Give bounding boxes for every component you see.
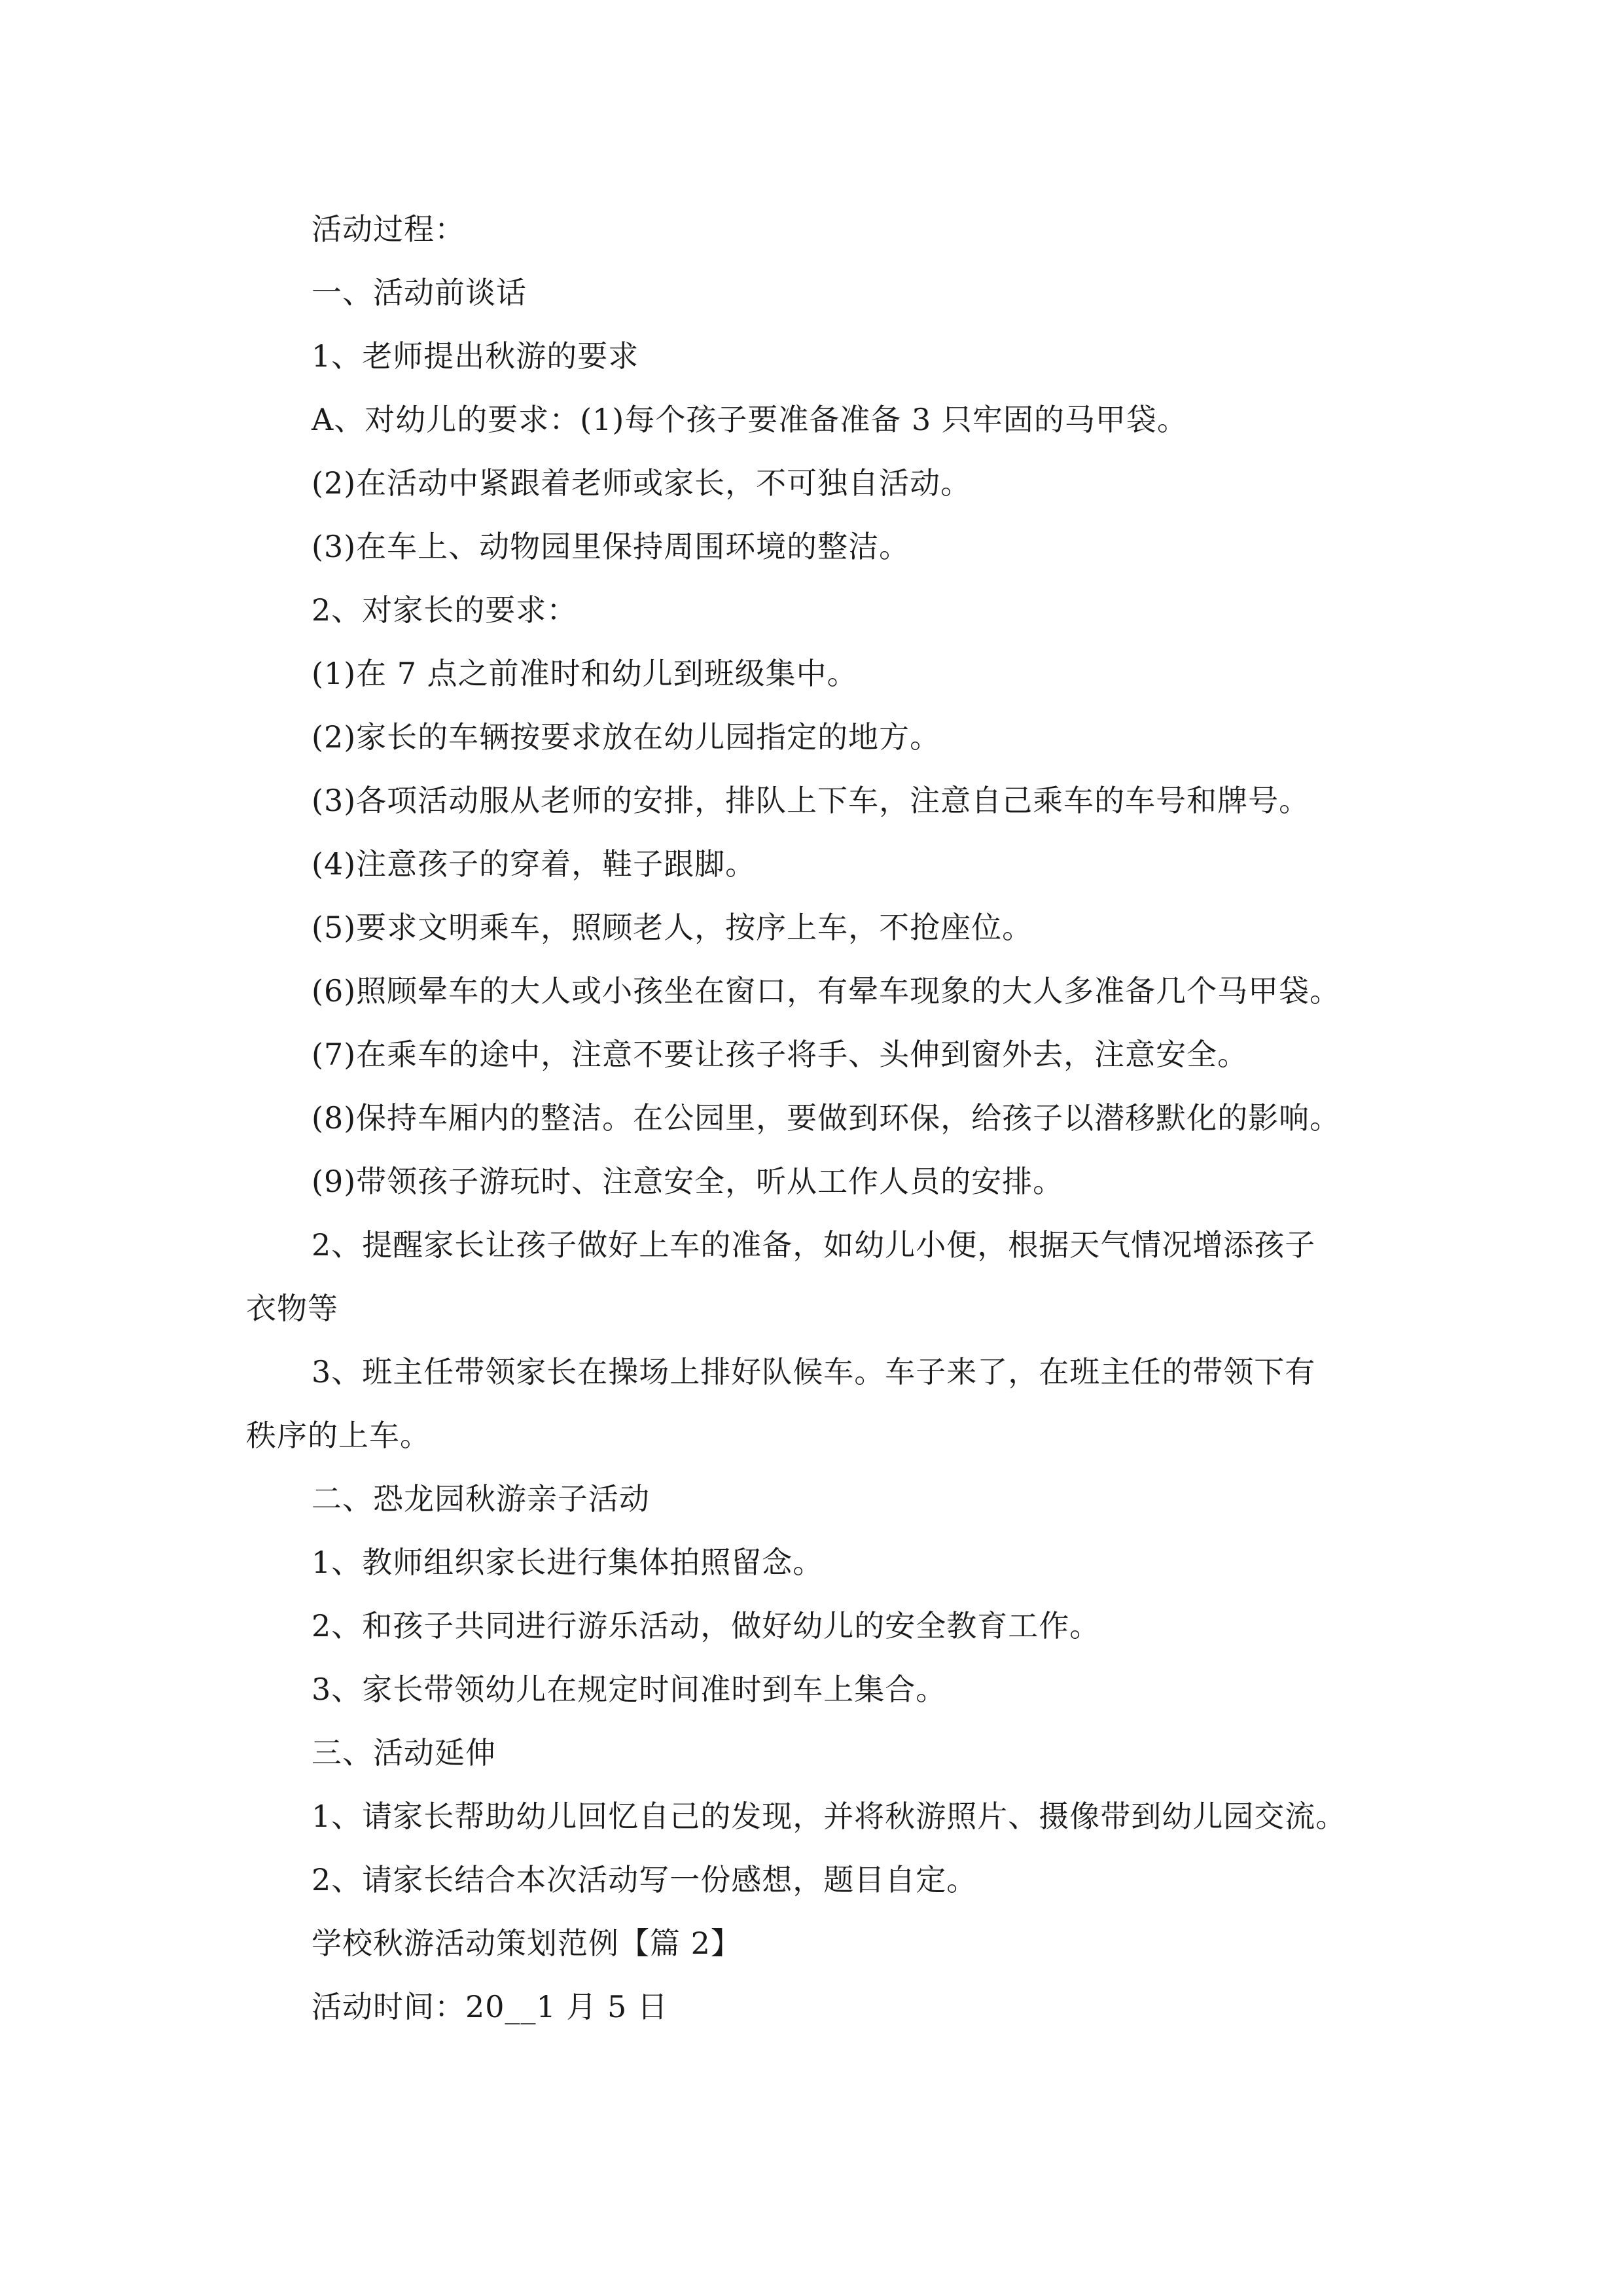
paragraph-line: (6)照顾晕车的大人或小孩坐在窗口，有晕车现象的大人多准备几个马甲袋。 (312, 973, 1341, 1009)
paragraph-line: (3)在车上、动物园里保持周围环境的整洁。 (312, 529, 910, 564)
activity-time-line: 活动时间：20__1 月 5 日 (312, 1989, 668, 2024)
paragraph-line: (7)在乘车的途中，注意不要让孩子将手、头伸到窗外去，注意安全。 (312, 1037, 1249, 1072)
paragraph-line: 3、家长带领幼儿在规定时间准时到车上集合。 (312, 1672, 947, 1707)
paragraph-line: 1、教师组织家长进行集体拍照留念。 (312, 1545, 824, 1580)
paragraph-line: (3)各项活动服从老师的安排，排队上下车，注意自己乘车的车号和牌号。 (312, 783, 1310, 818)
paragraph-line: (4)注意孩子的穿着，鞋子跟脚。 (312, 846, 757, 882)
paragraph-line-continued: 衣物等 (246, 1291, 338, 1326)
paragraph-line-continued: 秩序的上车。 (246, 1418, 431, 1453)
subheading-parent-requirements: 2、对家长的要求： (312, 592, 578, 628)
paragraph-line: (2)家长的车辆按要求放在幼儿园指定的地方。 (312, 719, 941, 755)
paragraph-line: (8)保持车厢内的整洁。在公园里，要做到环保，给孩子以潜移默化的影响。 (312, 1100, 1341, 1136)
heading-activity-extension: 三、活动延伸 (312, 1735, 496, 1770)
paragraph-line: (5)要求文明乘车，照顾老人，按序上车，不抢座位。 (312, 910, 1033, 945)
section-title-part-2: 学校秋游活动策划范例【篇 2】 (312, 1926, 741, 1961)
heading-dinosaur-park-activity: 二、恐龙园秋游亲子活动 (312, 1481, 650, 1516)
paragraph-line: 2、提醒家长让孩子做好上车的准备，如幼儿小便，根据天气情况增添孩子 (312, 1227, 1316, 1263)
paragraph-line: (9)带领孩子游玩时、注意安全，听从工作人员的安排。 (312, 1164, 1064, 1199)
paragraph-line: 3、班主任带领家长在操场上排好队候车。车子来了，在班主任的带领下有 (312, 1354, 1316, 1390)
heading-pre-activity-talk: 一、活动前谈话 (312, 275, 527, 310)
section-label-process: 活动过程： (312, 211, 465, 247)
paragraph-line: 2、请家长结合本次活动写一份感想，题目自定。 (312, 1862, 978, 1897)
subheading-teacher-requirements: 1、老师提出秋游的要求 (312, 338, 639, 374)
paragraph-line: 1、请家长帮助幼儿回忆自己的发现，并将秋游照片、摄像带到幼儿园交流。 (312, 1799, 1347, 1834)
paragraph-line: (1)在 7 点之前准时和幼儿到班级集中。 (312, 656, 858, 691)
paragraph-line: 2、和孩子共同进行游乐活动，做好幼儿的安全教育工作。 (312, 1608, 1101, 1643)
paragraph-line: A、对幼儿的要求：(1)每个孩子要准备准备 3 只牢固的马甲袋。 (312, 402, 1188, 437)
paragraph-line: (2)在活动中紧跟着老师或家长，不可独自活动。 (312, 465, 972, 501)
